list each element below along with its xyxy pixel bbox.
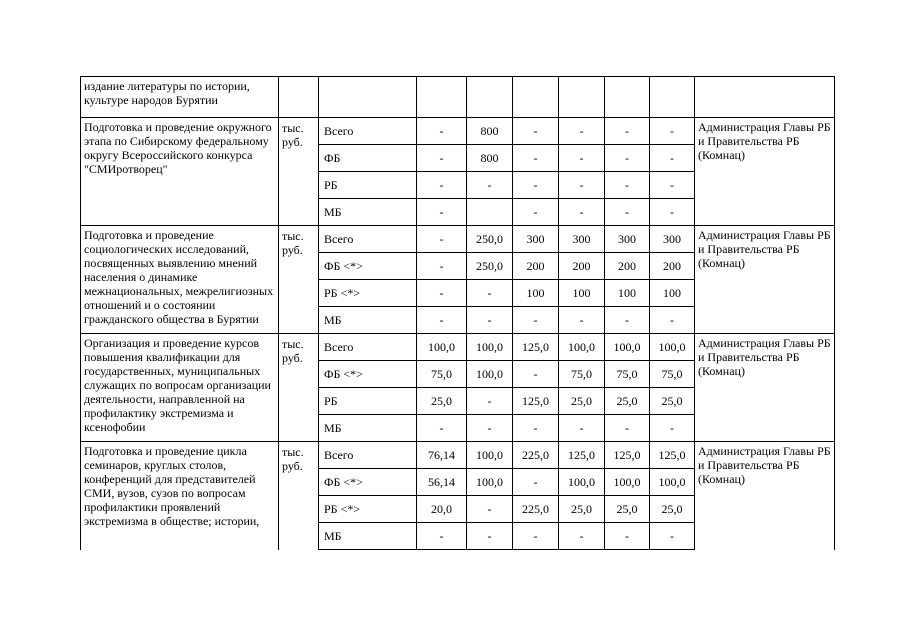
source-cell: ФБ <*> (319, 361, 417, 388)
value-cell: - (513, 523, 559, 550)
value-cell: 25,0 (559, 496, 605, 523)
source-cell: ФБ (319, 145, 417, 172)
value-cell: - (513, 199, 559, 226)
source-cell: РБ <*> (319, 280, 417, 307)
value-cell (605, 77, 650, 118)
value-cell: 125,0 (513, 334, 559, 361)
value-cell: 100 (605, 280, 650, 307)
value-cell: 200 (513, 253, 559, 280)
value-cell: - (467, 388, 513, 415)
activity-name: Подготовка и проведение социологических исследований, посвященных выявлению мнений населения о динамике межнациональных, межрелигиозных отношений и о состоянии гражданского общества в Бурятии (81, 226, 279, 334)
value-cell: 25,0 (650, 496, 695, 523)
value-cell: 100 (650, 280, 695, 307)
value-cell: - (605, 523, 650, 550)
value-cell: - (605, 199, 650, 226)
value-cell: - (559, 415, 605, 442)
activity-name: Организация и проведение курсов повышения квалификации для государственных, муниципальных служащих по вопросам организации деятельности, направленной на профилактику экстремизма и ксенофобии (81, 334, 279, 442)
value-cell: - (467, 415, 513, 442)
value-cell: - (650, 307, 695, 334)
value-cell: 25,0 (605, 496, 650, 523)
value-cell: 100,0 (417, 334, 467, 361)
source-cell: РБ (319, 388, 417, 415)
value-cell (559, 77, 605, 118)
value-cell: 200 (605, 253, 650, 280)
source-cell: МБ (319, 415, 417, 442)
value-cell: - (467, 280, 513, 307)
value-cell: - (513, 307, 559, 334)
source-cell: РБ (319, 172, 417, 199)
value-cell (513, 77, 559, 118)
value-cell: 800 (467, 145, 513, 172)
value-cell: - (513, 415, 559, 442)
value-cell: - (513, 118, 559, 145)
value-cell: 100 (559, 280, 605, 307)
table-row (81, 118, 835, 145)
value-cell: - (467, 523, 513, 550)
value-cell: - (417, 199, 467, 226)
table-row (81, 442, 835, 469)
activity-name: Подготовка и проведение окружного этапа по Сибирскому федеральному округу Всероссийского конкурса "СМИротворец" (81, 118, 279, 226)
source-cell (319, 77, 417, 118)
value-cell: - (650, 172, 695, 199)
value-cell: - (605, 172, 650, 199)
unit-cell: тыс. руб. (279, 118, 319, 226)
source-cell: Всего (319, 334, 417, 361)
source-cell: ФБ <*> (319, 469, 417, 496)
value-cell: 800 (467, 118, 513, 145)
table-row (81, 77, 835, 118)
value-cell: - (417, 226, 467, 253)
responsible-org: Администрация Главы РБ и Правительства РБ (Комнац) (695, 334, 835, 442)
value-cell: 100 (513, 280, 559, 307)
value-cell: - (605, 118, 650, 145)
value-cell: - (559, 145, 605, 172)
value-cell: - (559, 523, 605, 550)
value-cell: 100,0 (605, 334, 650, 361)
value-cell: - (650, 523, 695, 550)
responsible-org: Администрация Главы РБ и Правительства РБ (Комнац) (695, 442, 835, 550)
unit-cell: тыс. руб. (279, 442, 319, 550)
value-cell: 125,0 (513, 388, 559, 415)
value-cell: - (467, 496, 513, 523)
value-cell (417, 77, 467, 118)
value-cell: - (605, 307, 650, 334)
value-cell (650, 77, 695, 118)
value-cell: - (559, 172, 605, 199)
value-cell: 100,0 (650, 469, 695, 496)
value-cell: 25,0 (650, 388, 695, 415)
value-cell: - (559, 199, 605, 226)
source-cell: Всего (319, 442, 417, 469)
value-cell: - (417, 253, 467, 280)
value-cell: - (417, 280, 467, 307)
value-cell: - (650, 415, 695, 442)
value-cell: - (417, 307, 467, 334)
value-cell: 300 (513, 226, 559, 253)
source-cell: МБ (319, 523, 417, 550)
value-cell: - (605, 415, 650, 442)
value-cell: 25,0 (605, 388, 650, 415)
value-cell: - (513, 361, 559, 388)
unit-cell (279, 77, 319, 118)
budget-table (80, 76, 835, 550)
source-cell: Всего (319, 118, 417, 145)
value-cell: - (417, 415, 467, 442)
source-cell: Всего (319, 226, 417, 253)
source-cell: МБ (319, 307, 417, 334)
source-cell: МБ (319, 199, 417, 226)
value-cell: - (650, 199, 695, 226)
table-row (81, 226, 835, 253)
value-cell: 100,0 (559, 334, 605, 361)
value-cell: 100,0 (467, 442, 513, 469)
value-cell: 250,0 (467, 253, 513, 280)
value-cell: 20,0 (417, 496, 467, 523)
value-cell: 125,0 (559, 442, 605, 469)
value-cell: - (417, 145, 467, 172)
value-cell: 300 (559, 226, 605, 253)
value-cell: 75,0 (417, 361, 467, 388)
value-cell: - (513, 469, 559, 496)
value-cell: 75,0 (605, 361, 650, 388)
value-cell: - (559, 118, 605, 145)
value-cell: 125,0 (605, 442, 650, 469)
value-cell: 250,0 (467, 226, 513, 253)
value-cell: - (467, 307, 513, 334)
value-cell: 125,0 (650, 442, 695, 469)
table-body (81, 77, 835, 550)
activity-name: Подготовка и проведение цикла семинаров, круглых столов, конференций для представителей СМИ, вузов, сузов по вопросам профилактики проявлений экстремизма в обществе; истории, (81, 442, 279, 550)
responsible-org (695, 77, 835, 118)
value-cell: 100,0 (559, 469, 605, 496)
value-cell: 75,0 (650, 361, 695, 388)
value-cell: - (650, 118, 695, 145)
unit-cell: тыс. руб. (279, 334, 319, 442)
value-cell: - (417, 523, 467, 550)
value-cell: 25,0 (559, 388, 605, 415)
value-cell: 225,0 (513, 442, 559, 469)
value-cell (467, 77, 513, 118)
value-cell: - (467, 172, 513, 199)
value-cell: - (650, 145, 695, 172)
value-cell: 100,0 (467, 361, 513, 388)
unit-cell: тыс. руб. (279, 226, 319, 334)
activity-name: издание литературы по истории, культуре народов Бурятии (81, 77, 279, 118)
value-cell: 76,14 (417, 442, 467, 469)
value-cell: - (417, 118, 467, 145)
value-cell: 300 (650, 226, 695, 253)
value-cell: 225,0 (513, 496, 559, 523)
value-cell: 100,0 (467, 334, 513, 361)
responsible-org: Администрация Главы РБ и Правительства РБ (Комнац) (695, 118, 835, 226)
source-cell: РБ <*> (319, 496, 417, 523)
value-cell: 100,0 (650, 334, 695, 361)
value-cell: 100,0 (467, 469, 513, 496)
value-cell: 300 (605, 226, 650, 253)
value-cell: 200 (650, 253, 695, 280)
value-cell: 25,0 (417, 388, 467, 415)
value-cell: - (605, 145, 650, 172)
value-cell: 100,0 (605, 469, 650, 496)
value-cell: 200 (559, 253, 605, 280)
value-cell (467, 199, 513, 226)
value-cell: - (417, 172, 467, 199)
value-cell: - (559, 307, 605, 334)
responsible-org: Администрация Главы РБ и Правительства РБ (Комнац) (695, 226, 835, 334)
source-cell: ФБ <*> (319, 253, 417, 280)
value-cell: - (513, 145, 559, 172)
table-row (81, 334, 835, 361)
value-cell: 56,14 (417, 469, 467, 496)
value-cell: - (513, 172, 559, 199)
value-cell: 75,0 (559, 361, 605, 388)
